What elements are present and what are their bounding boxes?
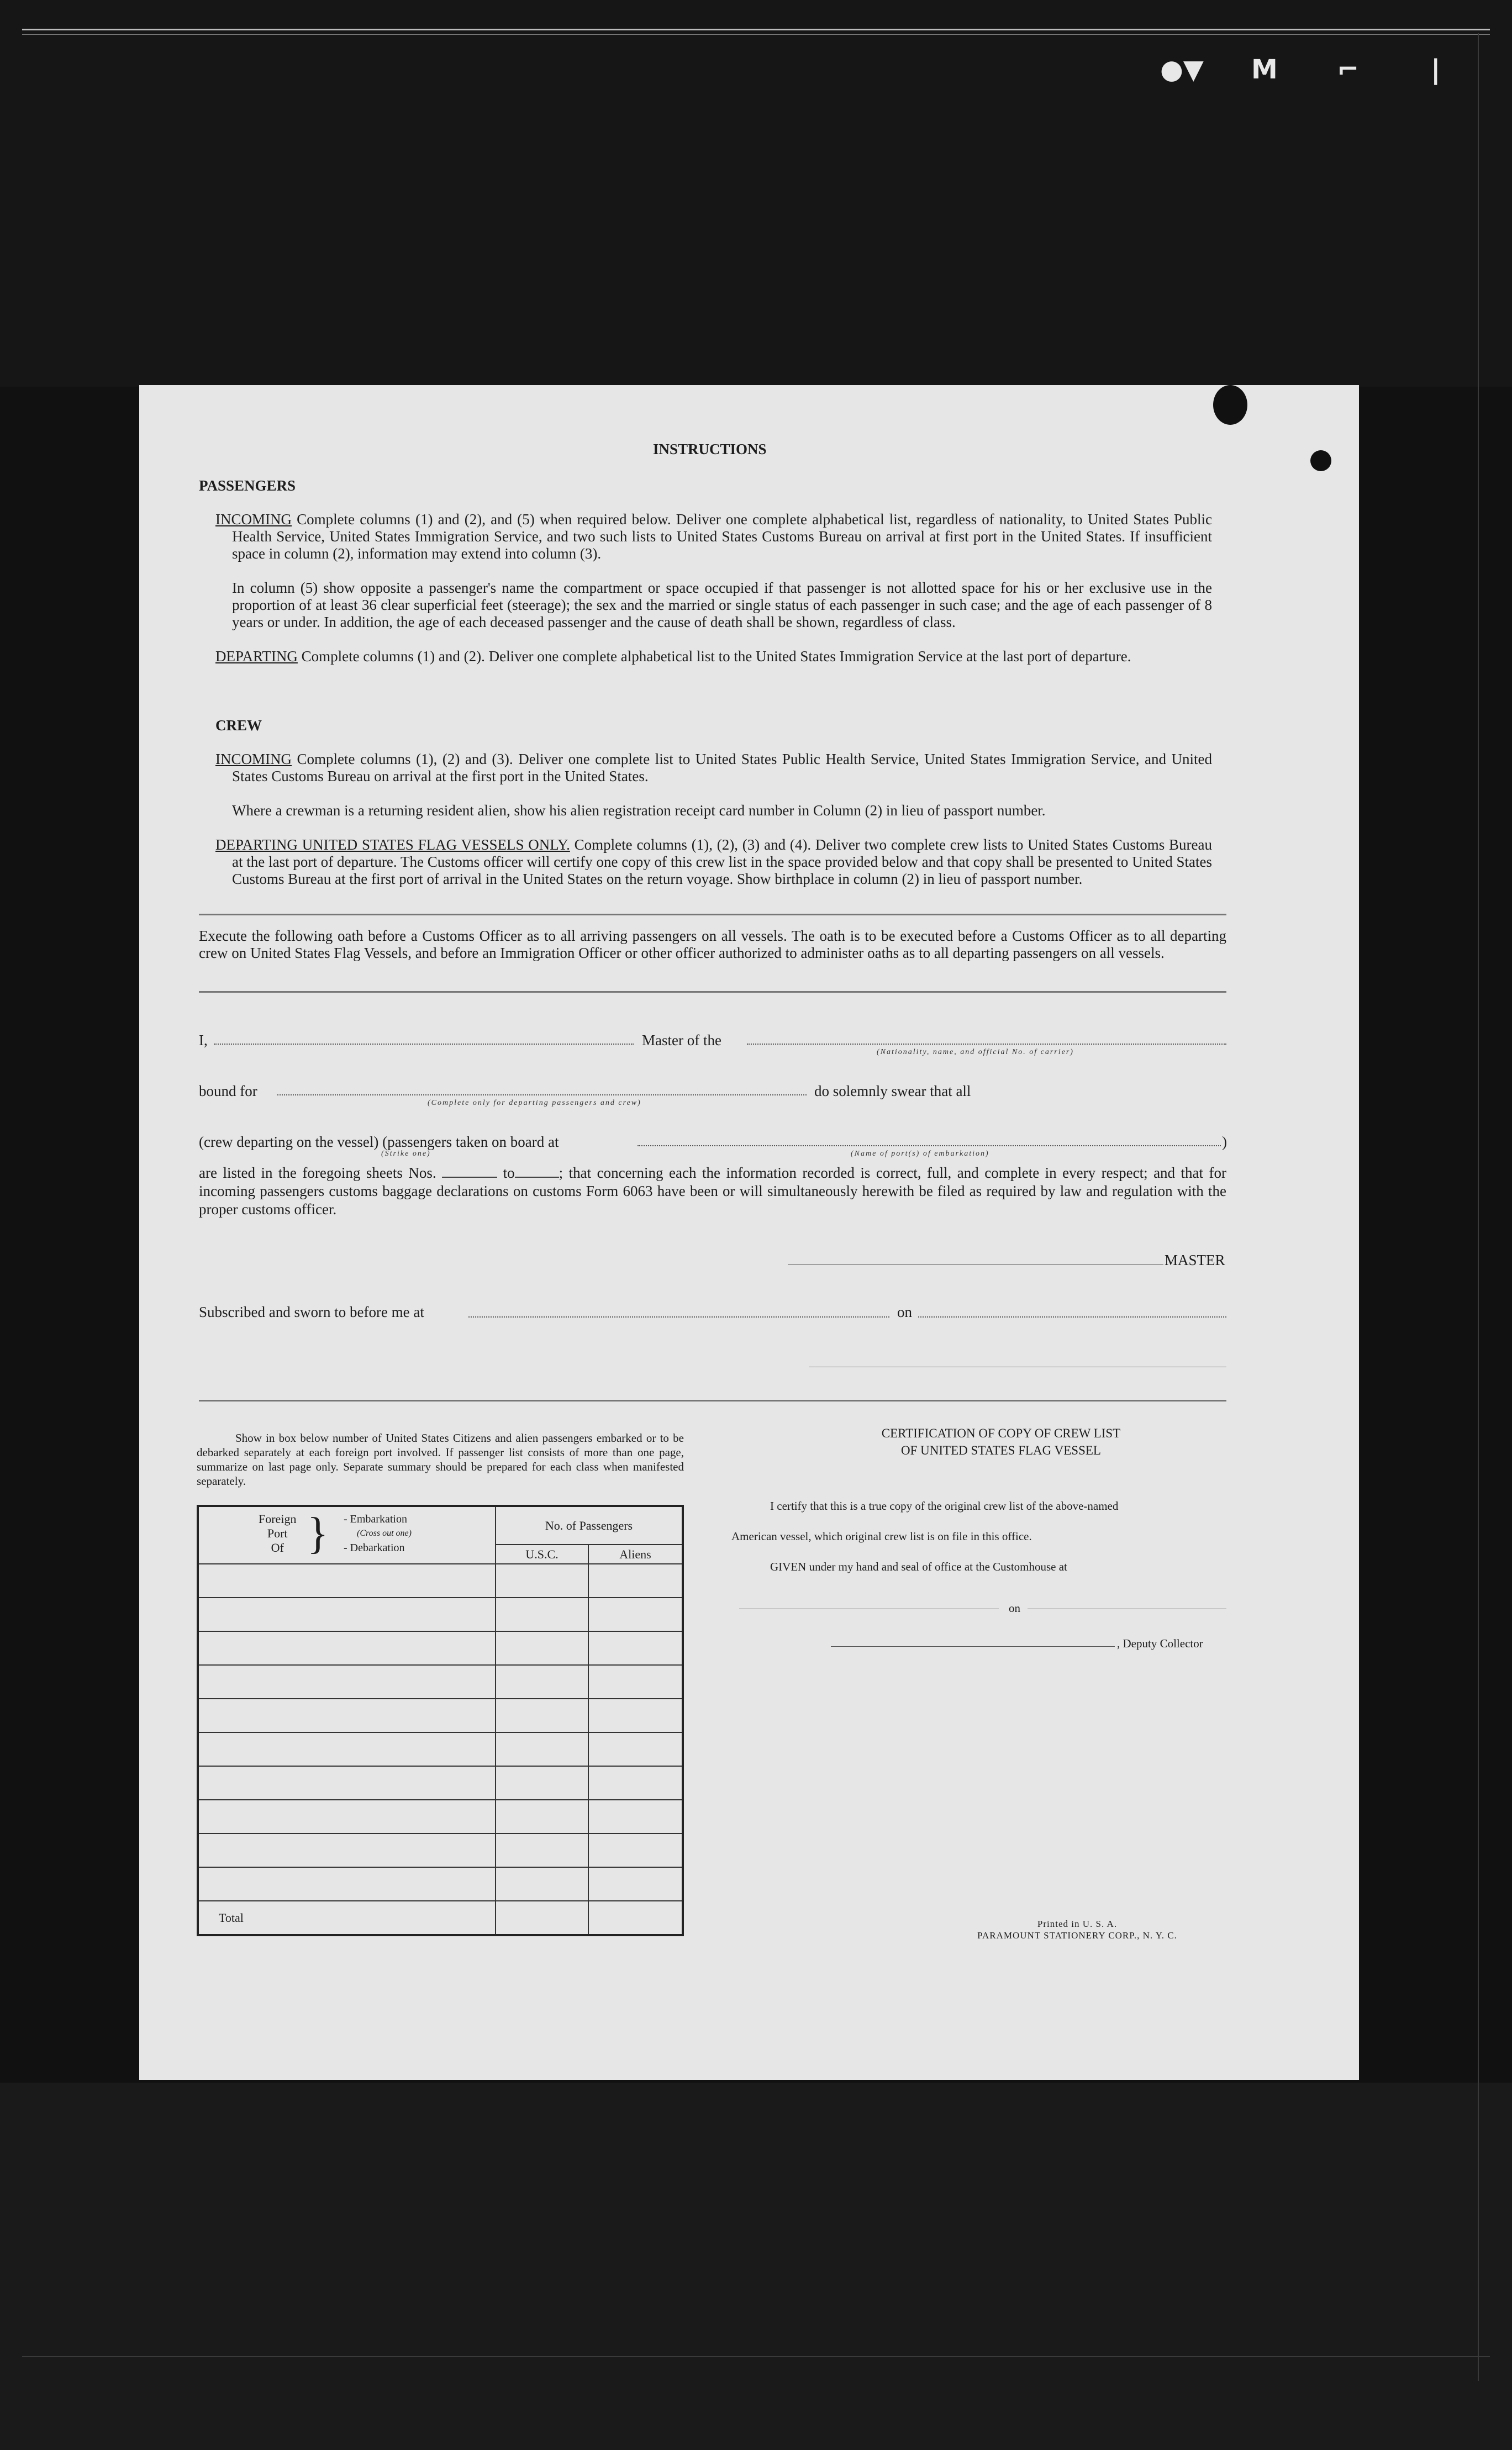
- aliens-cell[interactable]: [588, 1833, 683, 1867]
- table-row: [198, 1732, 683, 1766]
- usc-cell[interactable]: [496, 1598, 588, 1631]
- cross-out-note: (Cross out one): [357, 1529, 412, 1538]
- foreign-label: Foreign: [259, 1512, 297, 1526]
- sworn-date-line[interactable]: [918, 1316, 1226, 1318]
- aliens-cell[interactable]: [588, 1800, 683, 1833]
- certify-on-label: on: [1009, 1601, 1020, 1615]
- aliens-cell[interactable]: [588, 1665, 683, 1699]
- crew-heading: CREW: [215, 717, 262, 734]
- bound-for-line[interactable]: [277, 1094, 807, 1095]
- incoming-label: INCOMING: [215, 511, 292, 528]
- port-cell[interactable]: [198, 1766, 496, 1800]
- table-row: [198, 1699, 683, 1732]
- total-usc-cell[interactable]: [496, 1901, 588, 1935]
- aliens-cell[interactable]: [588, 1867, 683, 1901]
- film-mark: M: [1251, 54, 1278, 85]
- aliens-cell[interactable]: [588, 1598, 683, 1631]
- foreign-port-of: [259, 1512, 296, 1555]
- summary-instructions: Show in box below number of United States Citizens and alien passengers embarked or to be debarked separately at each foreign port involved. If passenger list consists of more than one page, summarize on last page only. Separate summary should be prepared for each class when manifested separately.: [197, 1431, 684, 1488]
- scan-background-bottom: [0, 2083, 1512, 2450]
- flag-vessels-paragraph: [215, 836, 1212, 888]
- passenger-instructions: [215, 511, 1212, 682]
- close-paren: ): [1222, 1134, 1227, 1150]
- table-row: [198, 1800, 683, 1833]
- usc-cell[interactable]: [496, 1665, 588, 1699]
- table-row: [198, 1833, 683, 1867]
- flag-vessels-label: DEPARTING UNITED STATES FLAG VESSELS ONLY.: [215, 836, 570, 853]
- sheet-from-line[interactable]: [442, 1177, 497, 1178]
- divider: [199, 991, 1226, 993]
- instructions-title: INSTRUCTIONS: [653, 441, 767, 457]
- crew-incoming-text: Complete columns (1), (2) and (3). Deliver one complete list to United States Public Health Service, United States Immigration Service, and United States Customs Bureau on arrival at the first port in the United States.: [232, 751, 1212, 784]
- ink-blot: [1213, 385, 1247, 425]
- deputy-signature-line[interactable]: [831, 1646, 1115, 1647]
- port-label: Port: [267, 1526, 288, 1540]
- crew-departing-text: (crew departing on the vessel) (passengers taken on board at: [199, 1134, 559, 1150]
- strike-one-note: (Strike one): [381, 1150, 431, 1158]
- sheet-to-line[interactable]: [515, 1177, 559, 1178]
- subscribed-label: Subscribed and sworn to before me at: [199, 1304, 424, 1320]
- port-cell[interactable]: [198, 1631, 496, 1665]
- passenger-summary-table: [197, 1505, 684, 1936]
- printed-in-usa: Printed in U. S. A.: [1037, 1919, 1118, 1929]
- total-row: [198, 1901, 683, 1935]
- film-frame-line: [1478, 33, 1479, 2381]
- departing-paragraph: [215, 648, 1212, 665]
- aliens-header: Aliens: [588, 1545, 683, 1564]
- usc-cell[interactable]: [496, 1631, 588, 1665]
- film-frame-line: [22, 2356, 1490, 2357]
- port-cell[interactable]: [198, 1800, 496, 1833]
- aliens-cell[interactable]: [588, 1732, 683, 1766]
- listed-text-b: ; that concerning each the information recorded is correct, full, and complete in every respect; and that for incoming passengers customs baggage declarations on customs Form 6063 have been or will simultaneously herewith be filed as required by law and regulation with the proper customs officer.: [199, 1165, 1227, 1218]
- port-cell[interactable]: [198, 1867, 496, 1901]
- table-row: [198, 1867, 683, 1901]
- certification-title-2: OF UNITED STATES FLAG VESSEL: [901, 1443, 1101, 1457]
- bound-for-label: bound for: [199, 1083, 257, 1099]
- departing-text: Complete columns (1) and (2). Deliver one complete alphabetical list to the United States Immigration Service at the last port of departure.: [301, 648, 1131, 665]
- embarkation-label: - Embarkation: [344, 1513, 407, 1525]
- incoming-paragraph: [215, 511, 1212, 562]
- usc-cell[interactable]: [496, 1766, 588, 1800]
- port-cell[interactable]: [198, 1833, 496, 1867]
- crew-incoming-paragraph: [215, 751, 1212, 785]
- debarkation-label: - Debarkation: [344, 1542, 405, 1554]
- total-label: Total: [198, 1901, 496, 1935]
- flag-vessels-text: Complete columns (1), (2), (3) and (4). Deliver two complete crew lists to United States Customs Bureau at the last port of departure. The Customs officer will certify one copy of this crew list in the space provided below and that copy shall be presented to United States Customs Bureau at the first port of arrival in the United States on the return voyage. Show birthplace in column (2) in lieu of passport number.: [232, 836, 1213, 887]
- port-header-cell: [198, 1506, 496, 1564]
- divider: [199, 1400, 1226, 1401]
- aliens-cell[interactable]: [588, 1564, 683, 1598]
- embarkation-port-line[interactable]: [638, 1145, 1221, 1146]
- incoming-text: Complete columns (1) and (2), and (5) when required below. Deliver one complete alphabetical list, regardless of nationality, to United States Public Health Service, United States Immigration Service, and two such lists to United States Customs Bureau on arrival at first port in the United States. If insufficient space in column (2), information may extend into column (3).: [232, 511, 1213, 562]
- table-row: [198, 1766, 683, 1800]
- master-of-label: Master of the: [642, 1032, 721, 1049]
- table-row: [198, 1665, 683, 1699]
- film-marks: [1149, 54, 1469, 87]
- master-signature-line[interactable]: [788, 1264, 1163, 1265]
- oath-intro: Execute the following oath before a Customs Officer as to all arriving passengers on all vessels. The oath is to be executed before a Customs Officer as to all departing crew on United States Flag Vessels, and before an Immigration Officer or other officer authorized to administer oaths as to all departing passengers on all vessels.: [199, 928, 1226, 961]
- film-edge-line: [22, 29, 1490, 30]
- usc-cell[interactable]: [496, 1800, 588, 1833]
- film-edge-line: [22, 34, 1490, 35]
- master-name-line[interactable]: [214, 1044, 634, 1045]
- film-mark: |: [1431, 54, 1441, 85]
- brace-icon: }: [307, 1509, 329, 1558]
- port-cell[interactable]: [198, 1699, 496, 1732]
- aliens-cell[interactable]: [588, 1699, 683, 1732]
- usc-cell[interactable]: [496, 1867, 588, 1901]
- bound-note: (Complete only for departing passengers and crew): [428, 1099, 641, 1107]
- aliens-cell[interactable]: [588, 1631, 683, 1665]
- certify-line-1: I certify that this is a true copy of the original crew list of the above-named: [770, 1499, 1119, 1513]
- total-aliens-cell[interactable]: [588, 1901, 683, 1935]
- no-passengers-header: No. of Passengers: [496, 1506, 683, 1545]
- printer-note: [961, 1918, 1193, 1941]
- passengers-heading: PASSENGERS: [199, 477, 296, 494]
- aliens-cell[interactable]: [588, 1766, 683, 1800]
- master-label: MASTER: [1165, 1252, 1225, 1268]
- table-row: [198, 1598, 683, 1631]
- film-mark: ●▼: [1160, 54, 1204, 85]
- usc-cell[interactable]: [496, 1564, 588, 1598]
- listed-to: to: [503, 1165, 515, 1181]
- deputy-collector-label: , Deputy Collector: [1117, 1637, 1203, 1650]
- usc-header: U.S.C.: [496, 1545, 588, 1564]
- port-cell[interactable]: [198, 1665, 496, 1699]
- usc-cell[interactable]: [496, 1833, 588, 1867]
- oath-i-label: I,: [199, 1032, 208, 1049]
- embark-options: [344, 1512, 412, 1555]
- usc-cell[interactable]: [496, 1732, 588, 1766]
- port-cell[interactable]: [198, 1598, 496, 1631]
- crew-incoming-label: INCOMING: [215, 751, 292, 767]
- usc-cell[interactable]: [496, 1699, 588, 1732]
- listed-text-a: are listed in the foregoing sheets Nos.: [199, 1165, 436, 1181]
- form-page: [139, 385, 1359, 2080]
- film-mark: ⌐: [1337, 54, 1360, 85]
- sworn-on-label: on: [897, 1304, 912, 1320]
- ports-note: (Name of port(s) of embarkation): [851, 1150, 989, 1158]
- printer-name: PARAMOUNT STATIONERY CORP., N. Y. C.: [977, 1930, 1177, 1941]
- departing-label: DEPARTING: [215, 648, 298, 665]
- crew-instructions: [215, 751, 1212, 905]
- swear-text: do solemnly swear that all: [814, 1083, 971, 1099]
- given-line: GIVEN under my hand and seal of office at the Customhouse at: [770, 1560, 1067, 1573]
- divider: [199, 914, 1226, 915]
- port-header: [203, 1508, 491, 1563]
- port-cell[interactable]: [198, 1564, 496, 1598]
- certification-title-1: CERTIFICATION OF COPY OF CREW LIST: [881, 1426, 1121, 1440]
- crewman-paragraph: Where a crewman is a returning resident alien, show his alien registration receipt card number in Column (2) in lieu of passport number.: [232, 802, 1046, 819]
- table-row: [198, 1631, 683, 1665]
- listed-paragraph: [199, 1164, 1226, 1219]
- certify-line-2: American vessel, which original crew list is on file in this office.: [731, 1530, 1032, 1543]
- nationality-note: (Nationality, name, and official No. of carrier): [877, 1048, 1074, 1056]
- column5-paragraph: In column (5) show opposite a passenger's name the compartment or space occupied if that passenger is not allotted space for his or her exclusive use in the proportion of at least 36 clear superficial feet (steerage); the sex and the married or single status of each passenger in such case; and the age of each passenger of 8 years or under. In addition, the age of each deceased passenger and the cause of death shall be shown, regardless of class.: [232, 579, 1212, 630]
- sworn-place-line[interactable]: [468, 1316, 889, 1318]
- port-cell[interactable]: [198, 1732, 496, 1766]
- ink-blot: [1310, 450, 1331, 471]
- of-label: Of: [271, 1541, 284, 1555]
- table-row: [198, 1564, 683, 1598]
- certification-title: [791, 1425, 1211, 1459]
- vessel-name-line[interactable]: [747, 1044, 1226, 1045]
